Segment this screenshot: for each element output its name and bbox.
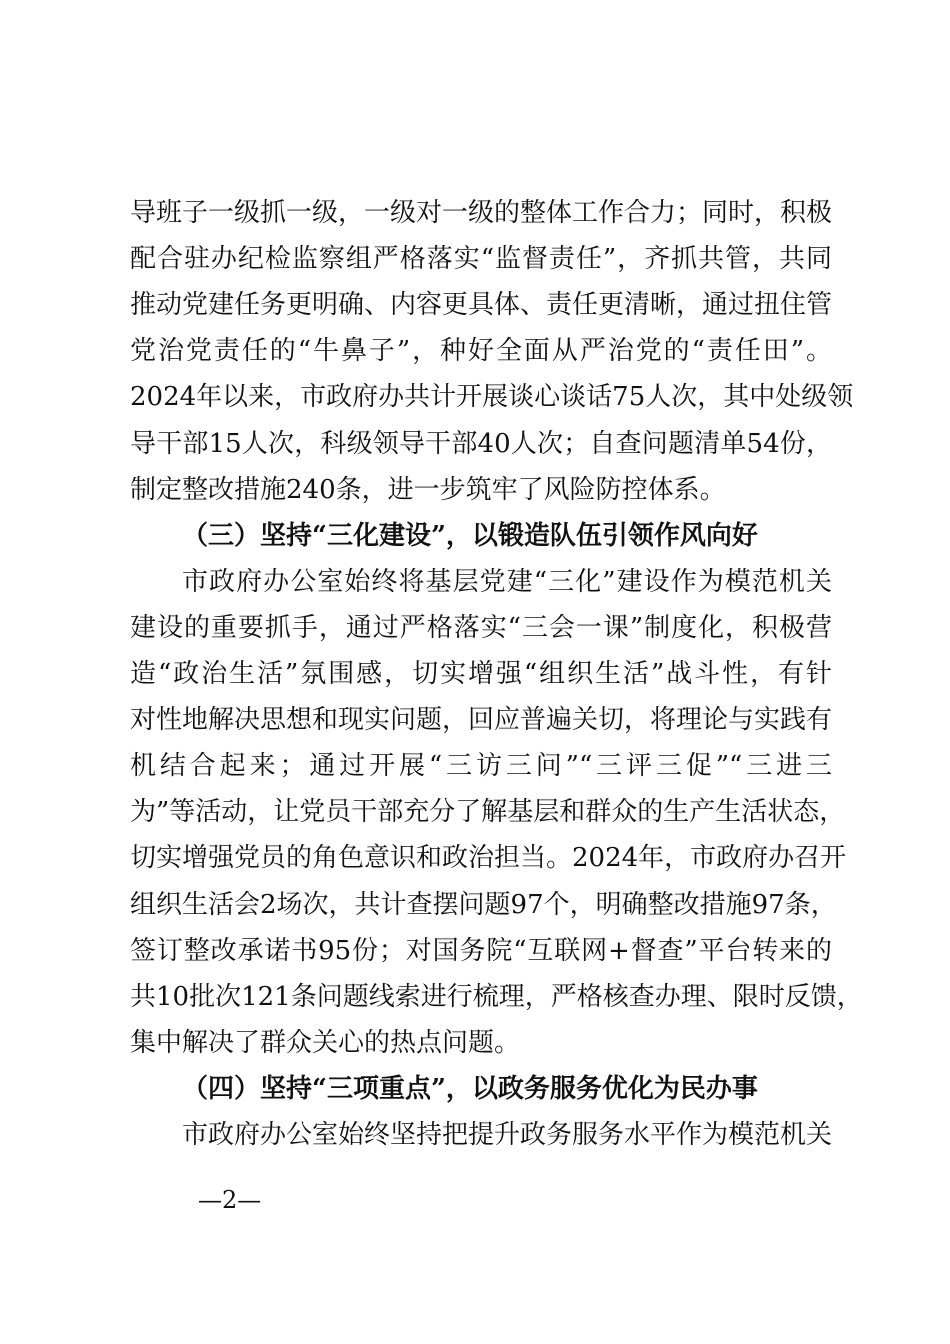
text-line: 导干部15人次，科级领导干部40人次；自查问题清单54份， <box>130 428 832 459</box>
text-line: 切实增强党员的角色意识和政治担当。2024年，市政府办召开 <box>130 843 847 874</box>
text-line: 建设的重要抓手，通过严格落实“三会一课”制度化，积极营 <box>130 612 832 643</box>
text-line: 集中解决了群众关心的热点问题。 <box>130 1027 521 1058</box>
text-line: 为”等活动，让党员干部充分了解基层和群众的生产生活状态， <box>130 797 846 828</box>
text-line: 机结合起来；通过开展“三访三问”“三评三促”“三进三 <box>130 751 832 782</box>
text-line: 造“政治生活”氛围感，切实增强“组织生活”战斗性，有针 <box>130 659 832 689</box>
text-line: 配合驻办纪检监察组严格落实“监督责任”，齐抓共管，共同 <box>130 244 832 275</box>
text-line: 市政府办公室始终坚持把提升政务服务水平作为模范机关 <box>182 1120 833 1150</box>
page-number: —2— <box>198 1186 262 1214</box>
section-heading: （四）坚持“三项重点”，以政务服务优化为民办事 <box>182 1073 758 1104</box>
text-line: 2024年以来，市政府办共计开展谈心谈话75人次，其中处级领 <box>130 382 854 413</box>
text-line: 制定整改措施240条，进一步筑牢了风险防控体系。 <box>130 474 726 505</box>
text-line: 推动党建任务更明确、内容更具体、责任更清晰，通过扭住管 <box>130 290 833 321</box>
text-line: 对性地解决思想和现实问题，回应普遍关切，将理论与实践有 <box>130 705 833 736</box>
text-line: 组织生活会2场次，共计查摆问题97个，明确整改措施97条， <box>130 889 837 920</box>
text-line: 导班子一级抓一级，一级对一级的整体工作合力；同时，积极 <box>130 198 833 228</box>
text-line: 签订整改承诺书95份；对国务院“互联网+督查”平台转来的 <box>130 935 832 966</box>
text-line: 共10批次121条问题线索进行梳理，严格核查办理、限时反馈， <box>130 981 863 1012</box>
text-line: 党治党责任的“牛鼻子”，种好全面从严治党的“责任田”。 <box>130 336 832 367</box>
section-heading: （三）坚持“三化建设”，以锻造队伍引领作风向好 <box>182 520 758 551</box>
text-line: 市政府办公室始终将基层党建“三化”建设作为模范机关 <box>182 566 832 597</box>
